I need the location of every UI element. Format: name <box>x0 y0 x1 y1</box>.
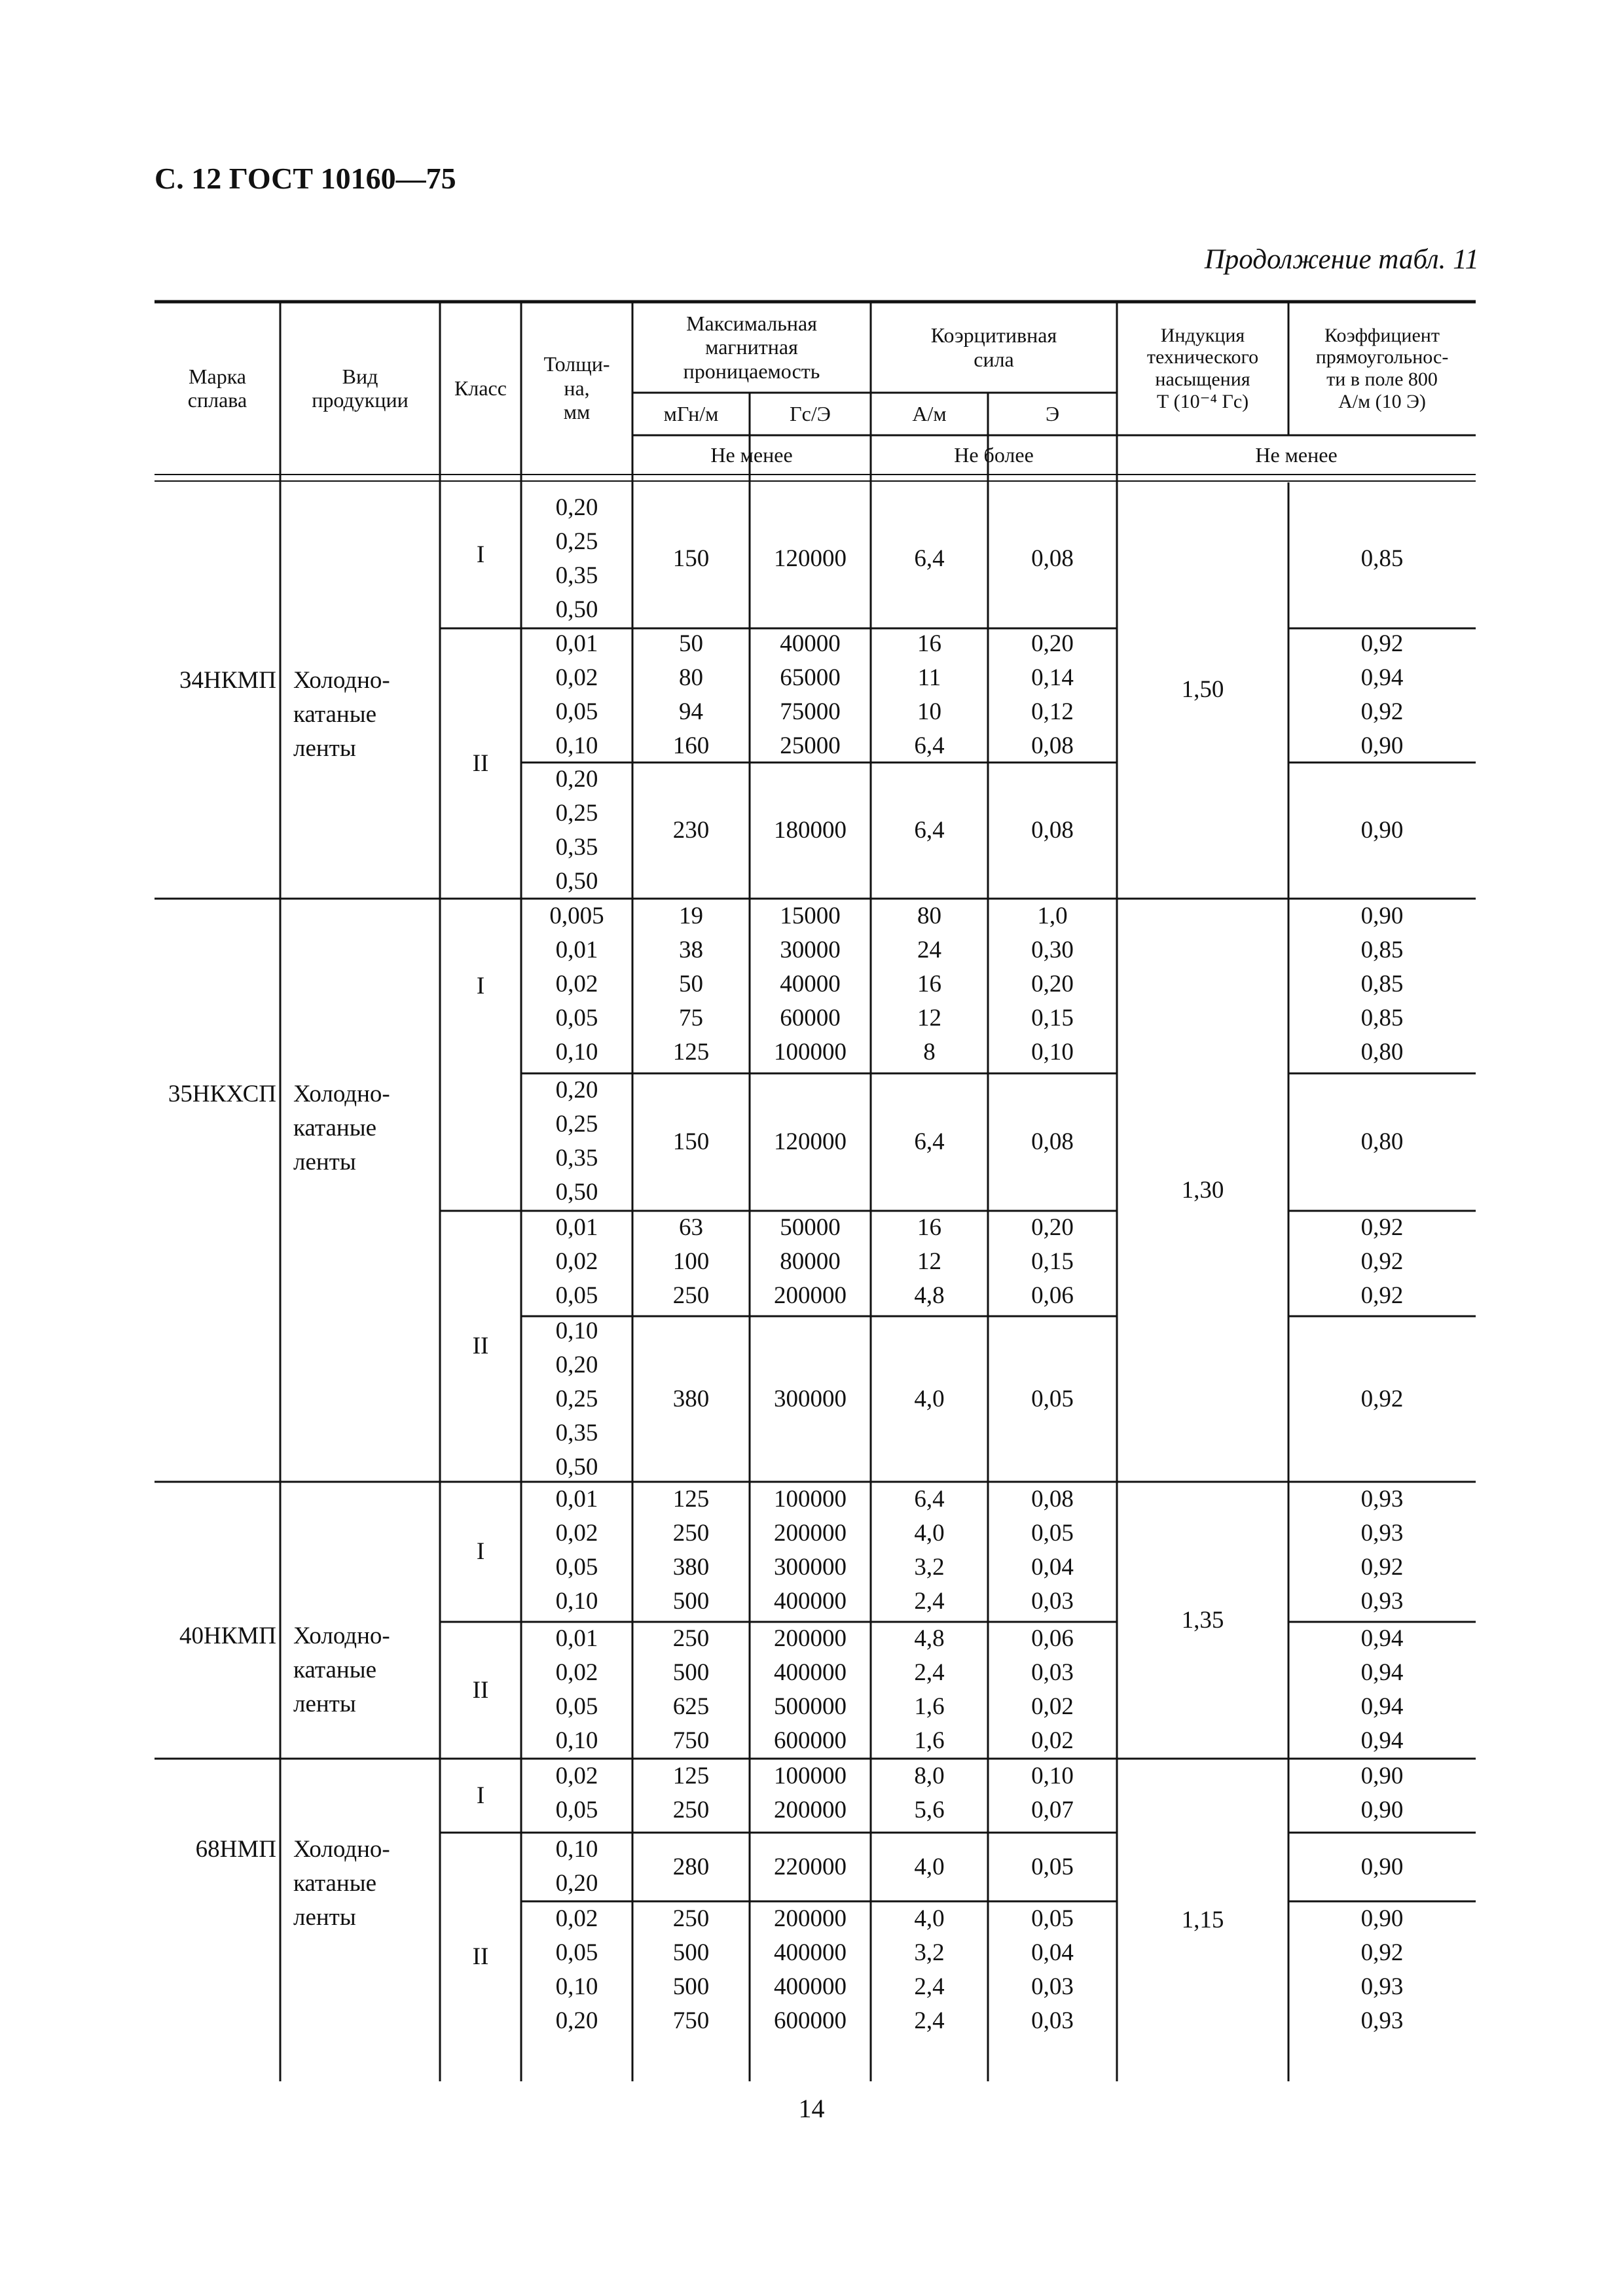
thickness-values: 0,01 0,02 0,05 0,10 <box>555 630 598 759</box>
thickness-values: 0,20 0,25 0,35 0,50 <box>555 1077 598 1206</box>
class-label: II <box>472 1943 489 1970</box>
coercivity-si: 6,4 <box>914 817 945 844</box>
permeability-si: 50 80 94 160 <box>672 630 710 759</box>
induction-value: 1,30 <box>1181 1176 1224 1204</box>
squareness-value: 0,94 0,94 0,94 0,94 <box>1360 1625 1404 1754</box>
permeability-cgs: 100000 200000 300000 400000 <box>774 1486 847 1615</box>
header-product: Вид продукции <box>312 364 409 412</box>
permeability-cgs: 180000 <box>774 817 847 844</box>
permeability-si: 63 100 250 <box>672 1214 710 1309</box>
permeability-si: 230 <box>672 817 710 844</box>
header-mu-unit-si: мГн/м <box>663 402 719 426</box>
grade-name: 34НКМП <box>179 667 276 694</box>
header-min-a: Не менее <box>710 442 793 467</box>
table-continuation-note: Продолжение табл. 11 <box>1204 244 1479 275</box>
product-type: Холодно- катаные ленты <box>293 667 390 762</box>
header-coercivity: Коэрцитивная сила <box>930 323 1057 371</box>
coercivity-cgs: 0,10 0,07 <box>1031 1763 1074 1823</box>
header-induction: Индукция технического насыщения Т (10⁻⁴ Гс) <box>1146 324 1259 412</box>
coercivity-si: 4,0 3,2 2,4 2,4 <box>914 1905 945 2034</box>
grade-name: 68НМП <box>195 1836 276 1863</box>
thickness-values: 0,02 0,05 <box>555 1763 598 1823</box>
permeability-si: 250 500 625 750 <box>672 1625 710 1754</box>
permeability-si: 125 250 <box>672 1763 710 1823</box>
squareness-value: 0,90 0,90 <box>1360 1763 1404 1823</box>
class-label: II <box>472 1676 489 1704</box>
coercivity-cgs: 0,08 <box>1031 545 1074 572</box>
thickness-values: 0,01 0,02 0,05 0,10 <box>555 1625 598 1754</box>
squareness-value: 0,90 0,92 0,93 0,93 <box>1360 1905 1404 2034</box>
permeability-si: 380 <box>672 1385 710 1412</box>
class-label: II <box>472 1333 489 1359</box>
permeability-si: 150 <box>672 1128 710 1155</box>
coercivity-si: 80 24 16 12 8 <box>917 903 941 1066</box>
header-squareness: Коэффициент прямоугольнос- ти в поле 800 А/м (10 Э) <box>1315 324 1449 412</box>
coercivity-si: 6,4 4,0 3,2 2,4 <box>914 1486 945 1615</box>
squareness-value: 0,90 <box>1360 1853 1404 1880</box>
induction-value: 1,35 <box>1181 1606 1224 1634</box>
thickness-values: 0,02 0,05 0,10 0,20 <box>555 1905 598 2034</box>
induction-value: 1,50 <box>1181 676 1224 703</box>
permeability-cgs: 100000 200000 <box>774 1763 847 1823</box>
permeability-si: 125 250 380 500 <box>672 1486 710 1615</box>
thickness-values: 0,20 0,25 0,35 0,50 <box>555 494 598 623</box>
permeability-si: 19 38 50 75 125 <box>672 903 710 1066</box>
permeability-si: 150 <box>672 545 710 572</box>
coercivity-si: 4,0 <box>914 1385 945 1412</box>
page-number: 14 <box>798 2094 825 2123</box>
thickness-values: 0,20 0,25 0,35 0,50 <box>555 766 598 895</box>
header-hc-unit-cgs: Э <box>1045 402 1060 426</box>
header-max-permeability: Максимальная магнитная проницаемость <box>683 311 820 383</box>
thickness-values: 0,01 0,02 0,05 <box>555 1214 598 1309</box>
permeability-cgs: 40000 65000 75000 25000 <box>780 630 841 759</box>
thickness-values: 0,10 0,20 0,25 0,35 0,50 <box>555 1318 598 1480</box>
squareness-value: 0,80 <box>1360 1128 1404 1155</box>
coercivity-si: 6,4 <box>914 545 945 572</box>
coercivity-si: 4,8 2,4 1,6 1,6 <box>914 1625 945 1754</box>
running-head: С. 12 ГОСТ 10160—75 <box>155 162 456 195</box>
class-label: II <box>472 749 489 777</box>
coercivity-cgs: 0,08 <box>1031 817 1074 844</box>
header-grade: Марка сплава <box>187 364 247 412</box>
permeability-cgs: 120000 <box>774 1128 847 1155</box>
squareness-value: 0,93 0,93 0,92 0,93 <box>1360 1486 1404 1615</box>
squareness-value: 0,85 <box>1360 545 1404 572</box>
header-min-b: Не менее <box>1255 442 1338 467</box>
coercivity-cgs: 0,20 0,15 0,06 <box>1031 1214 1074 1309</box>
permeability-cgs: 50000 80000 200000 <box>774 1214 847 1309</box>
class-label: I <box>476 1782 485 1809</box>
permeability-cgs: 200000 400000 400000 600000 <box>774 1905 847 2034</box>
class-label: I <box>476 972 485 999</box>
header-mu-unit-cgs: Гс/Э <box>790 402 831 426</box>
coercivity-cgs: 0,05 0,04 0,03 0,03 <box>1031 1905 1074 2034</box>
squareness-value: 0,92 0,94 0,92 0,90 <box>1360 630 1404 759</box>
induction-value: 1,15 <box>1181 1906 1224 1933</box>
permeability-cgs: 200000 400000 500000 600000 <box>774 1625 847 1754</box>
grade-name: 35НКХСП <box>168 1081 276 1107</box>
thickness-values: 0,01 0,02 0,05 0,10 <box>555 1486 598 1615</box>
squareness-value: 0,92 0,92 0,92 <box>1360 1214 1404 1309</box>
coercivity-cgs: 0,05 <box>1031 1385 1074 1412</box>
permeability-si: 280 <box>672 1853 710 1880</box>
header-hc-unit-si: А/м <box>912 402 947 426</box>
coercivity-si: 8,0 5,6 <box>914 1763 945 1823</box>
coercivity-cgs: 0,06 0,03 0,02 0,02 <box>1031 1625 1074 1754</box>
coercivity-si: 16 11 10 6,4 <box>914 630 945 759</box>
coercivity-cgs: 0,08 <box>1031 1128 1074 1155</box>
squareness-value: 0,90 <box>1360 817 1404 844</box>
permeability-cgs: 120000 <box>774 545 847 572</box>
class-label: I <box>476 541 485 568</box>
coercivity-si: 16 12 4,8 <box>914 1214 945 1309</box>
product-type: Холодно- катаные ленты <box>293 1081 390 1175</box>
class-label: I <box>476 1538 485 1565</box>
permeability-cgs: 300000 <box>774 1385 847 1412</box>
thickness-values: 0,005 0,01 0,02 0,05 0,10 <box>549 903 604 1066</box>
permeability-cgs: 220000 <box>774 1853 847 1880</box>
header-class: Класс <box>454 376 507 400</box>
thickness-values: 0,10 0,20 <box>555 1836 598 1897</box>
squareness-value: 0,92 <box>1360 1385 1404 1412</box>
coercivity-cgs: 0,05 <box>1031 1853 1074 1880</box>
permeability-si: 250 500 500 750 <box>672 1905 710 2034</box>
header-thickness: Толщи- на, мм <box>543 352 610 424</box>
coercivity-cgs: 0,08 0,05 0,04 0,03 <box>1031 1486 1074 1615</box>
product-type: Холодно- катаные ленты <box>293 1836 390 1931</box>
grade-name: 40НКМП <box>179 1623 276 1649</box>
coercivity-cgs: 0,20 0,14 0,12 0,08 <box>1031 630 1074 759</box>
header-max: Не более <box>954 442 1034 467</box>
product-type: Холодно- катаные ленты <box>293 1623 390 1717</box>
coercivity-cgs: 1,0 0,30 0,20 0,15 0,10 <box>1031 903 1074 1066</box>
coercivity-si: 4,0 <box>914 1853 945 1880</box>
permeability-cgs: 15000 30000 40000 60000 100000 <box>774 903 847 1066</box>
coercivity-si: 6,4 <box>914 1128 945 1155</box>
squareness-value: 0,90 0,85 0,85 0,85 0,80 <box>1360 903 1404 1066</box>
